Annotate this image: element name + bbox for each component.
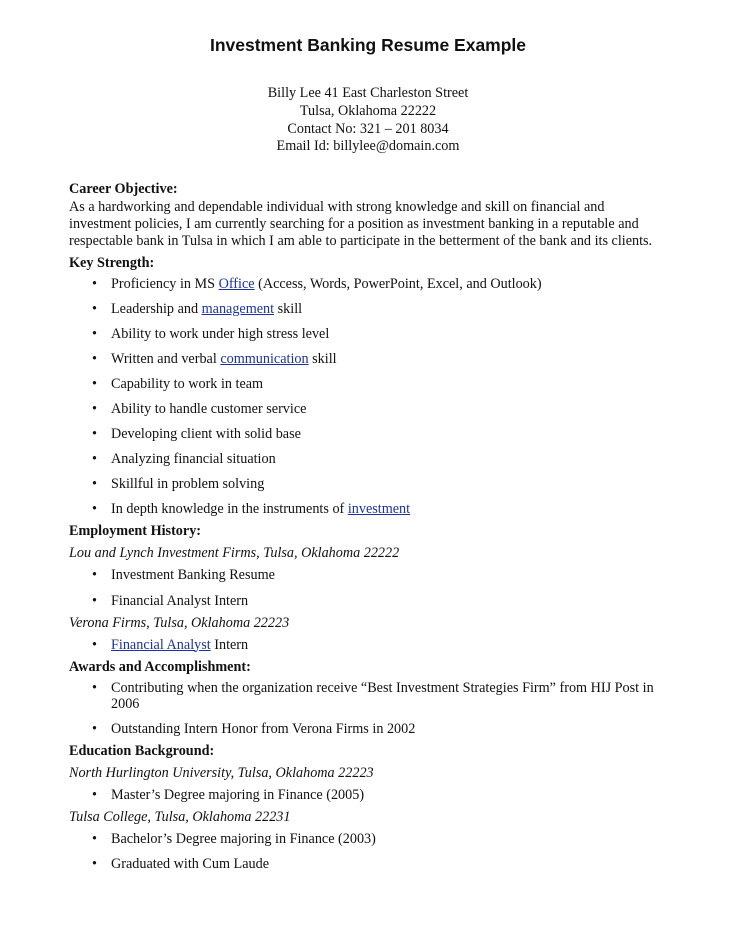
bullet-icon: •	[92, 325, 97, 342]
item-text: 2006	[111, 696, 140, 713]
career-objective-line: respectable bank in Tulsa in which I am able to participate in the betterment of the bank and its clients.	[69, 233, 653, 250]
career-objective-line: investment policies, I am currently searching for a position as investment banking in a reputable and	[69, 216, 639, 233]
item-text: Ability to work under high stress level	[111, 325, 330, 342]
bullet-icon: •	[92, 300, 97, 317]
document-title: Investment Banking Resume Example	[209, 35, 527, 55]
item-text: Master’s Degree majoring in Finance (2005)	[111, 786, 365, 803]
bullet-icon: •	[92, 350, 97, 367]
career-objective-text	[69, 199, 669, 251]
bullet-icon: •	[92, 275, 97, 292]
item-text: Leadership and	[111, 300, 202, 317]
bullet-icon: •	[92, 501, 97, 518]
item-text: skill	[308, 350, 337, 367]
career-objective-heading: Career Objective:	[69, 181, 178, 197]
bullet-icon: •	[92, 401, 97, 418]
list-item	[69, 637, 669, 654]
bullet-icon: •	[92, 636, 97, 653]
school-1: North Hurlington University, Tulsa, Oklahoma 22223	[69, 764, 374, 781]
list-item	[69, 326, 669, 343]
employer-1: Lou and Lynch Investment Firms, Tulsa, Oklahoma 22222	[69, 545, 400, 562]
bullet-icon: •	[92, 679, 97, 696]
contact-phone: Contact No: 321 – 201 8034	[287, 120, 449, 137]
list-item	[69, 401, 669, 418]
list-item	[69, 593, 669, 610]
bullet-icon: •	[92, 567, 97, 584]
item-text: Contributing when the organization receive “Best Investment Strategies Firm” from HIJ Post in	[111, 679, 654, 696]
education-heading: Education Background:	[69, 742, 215, 759]
list-item	[69, 376, 669, 393]
link-management[interactable]: management	[201, 300, 275, 317]
list-item	[69, 351, 669, 368]
school-2: Tulsa College, Tulsa, Oklahoma 22231	[69, 808, 291, 825]
item-text: Investment Banking Resume	[111, 567, 275, 584]
awards-list	[69, 680, 669, 738]
employer-2-list	[69, 637, 669, 654]
bullet-icon: •	[92, 375, 97, 392]
list-item	[69, 856, 669, 873]
item-text: Outstanding Intern Honor from Verona Firms in 2002	[111, 720, 416, 737]
link-office[interactable]: Office	[218, 275, 255, 292]
bullet-icon: •	[92, 830, 97, 847]
contact-city: Tulsa, Oklahoma 22222	[299, 102, 437, 119]
link-investment[interactable]: investment	[347, 501, 411, 518]
list-item	[69, 567, 669, 584]
list-item	[69, 476, 669, 493]
list-item	[69, 680, 676, 713]
career-objective-line: As a hardworking and dependable individual with strong knowledge and skill on financial and	[69, 199, 605, 215]
resume-body	[69, 181, 669, 881]
list-item	[69, 451, 669, 468]
employer-2: Verona Firms, Tulsa, Oklahoma 22223	[69, 614, 290, 631]
key-strength-heading: Key Strength:	[69, 254, 155, 271]
link-communication[interactable]: communication	[220, 350, 309, 367]
bullet-icon: •	[92, 592, 97, 609]
item-text: In depth knowledge in the instruments of	[111, 501, 348, 518]
item-text: Developing client with solid base	[111, 426, 301, 443]
list-item	[69, 721, 669, 738]
list-item	[69, 787, 669, 804]
list-item	[69, 831, 669, 848]
item-text: Graduated with Cum Laude	[111, 855, 269, 872]
link-financial-analyst[interactable]: Financial Analyst	[111, 636, 211, 653]
item-text: Skillful in problem solving	[111, 476, 265, 493]
item-text: Financial Analyst Intern	[111, 592, 249, 609]
list-item	[69, 426, 669, 443]
school-2-list	[69, 831, 669, 873]
key-strength-list	[69, 276, 669, 519]
employment-history-heading: Employment History:	[69, 523, 202, 540]
contact-block	[0, 85, 736, 156]
item-text: (Access, Words, PowerPoint, Excel, and Outlook)	[254, 275, 542, 292]
item-text: Intern	[210, 636, 249, 653]
item-text: Ability to handle customer service	[111, 401, 307, 418]
bullet-icon: •	[92, 786, 97, 803]
bullet-icon: •	[92, 451, 97, 468]
bullet-icon: •	[92, 855, 97, 872]
contact-email: Email Id: billylee@domain.com	[276, 138, 460, 155]
list-item	[69, 501, 669, 518]
bullet-icon: •	[92, 720, 97, 737]
contact-name-address: Billy Lee 41 East Charleston Street	[267, 85, 469, 101]
bullet-icon: •	[92, 426, 97, 443]
item-text: Capability to work in team	[111, 375, 264, 392]
bullet-icon: •	[92, 476, 97, 493]
list-item	[69, 301, 669, 318]
item-text: Analyzing financial situation	[111, 451, 276, 468]
item-text: skill	[274, 300, 303, 317]
school-1-list	[69, 787, 669, 804]
item-text: Written and verbal	[111, 350, 221, 367]
item-text: Proficiency in MS	[111, 275, 219, 292]
employer-1-list	[69, 567, 669, 609]
item-text: Bachelor’s Degree majoring in Finance (2003)	[111, 830, 376, 847]
awards-heading: Awards and Accomplishment:	[69, 658, 251, 675]
list-item	[69, 276, 669, 293]
